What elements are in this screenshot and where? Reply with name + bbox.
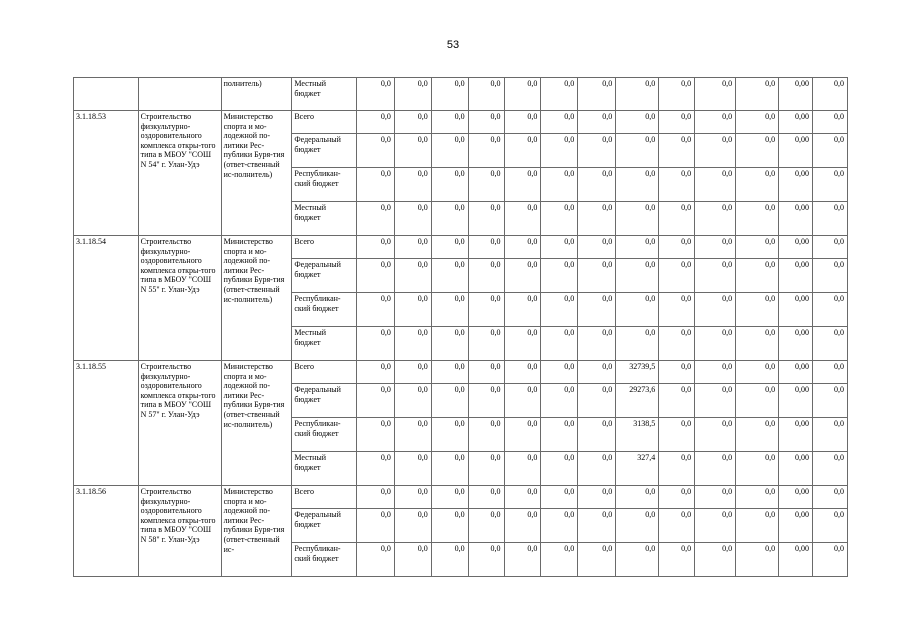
value-cell: 0,0 <box>736 543 779 577</box>
funding-source: Республикан-ский бюджет <box>292 293 357 327</box>
value-cell: 0,0 <box>431 168 468 202</box>
funding-source: Местный бюджет <box>292 327 357 361</box>
value-cell: 0,0 <box>616 259 659 293</box>
row-name: Строительство физкультурно-оздоровительного комплекса откры-того типа в МБОУ "СОШ N 57" г. Улан-Удэ <box>138 361 221 486</box>
value-cell: 0,0 <box>356 361 394 384</box>
value-cell: 0,00 <box>779 259 813 293</box>
funding-source: Республикан-ский бюджет <box>292 543 357 577</box>
value-cell: 0,0 <box>431 361 468 384</box>
value-cell: 0,0 <box>616 293 659 327</box>
value-cell: 0,0 <box>736 168 779 202</box>
value-cell: 0,0 <box>394 361 431 384</box>
funding-source: Всего <box>292 361 357 384</box>
value-cell: 0,0 <box>736 78 779 111</box>
value-cell: 0,0 <box>468 293 504 327</box>
value-cell: 0,0 <box>736 418 779 452</box>
value-cell: 0,0 <box>813 111 848 134</box>
value-cell: 0,0 <box>541 111 578 134</box>
row-executor: Министерство спорта и мо-лодежной по-литики Рес-публики Буря-тия (ответ-ственный ис-полнитель) <box>221 236 292 361</box>
value-cell: 0,0 <box>616 543 659 577</box>
value-cell: 0,0 <box>813 236 848 259</box>
value-cell: 0,0 <box>468 418 504 452</box>
row-name <box>138 78 221 111</box>
value-cell: 0,0 <box>659 168 695 202</box>
value-cell: 0,0 <box>659 452 695 486</box>
value-cell: 0,0 <box>616 327 659 361</box>
funding-source: Федеральный бюджет <box>292 384 357 418</box>
value-cell: 0,0 <box>541 418 578 452</box>
value-cell: 0,0 <box>468 361 504 384</box>
value-cell: 0,0 <box>504 134 541 168</box>
value-cell: 0,0 <box>736 361 779 384</box>
value-cell: 0,0 <box>356 384 394 418</box>
value-cell: 0,0 <box>578 236 616 259</box>
value-cell: 0,0 <box>541 134 578 168</box>
value-cell: 0,0 <box>431 293 468 327</box>
value-cell: 0,00 <box>779 509 813 543</box>
value-cell: 0,0 <box>736 327 779 361</box>
value-cell: 0,0 <box>578 543 616 577</box>
value-cell: 0,0 <box>468 259 504 293</box>
value-cell: 0,0 <box>394 168 431 202</box>
value-cell: 0,0 <box>695 78 736 111</box>
value-cell: 0,0 <box>541 452 578 486</box>
funding-source: Всего <box>292 486 357 509</box>
value-cell: 0,0 <box>394 327 431 361</box>
value-cell: 0,0 <box>616 168 659 202</box>
value-cell: 0,0 <box>504 509 541 543</box>
value-cell: 0,0 <box>468 384 504 418</box>
value-cell: 0,0 <box>504 168 541 202</box>
value-cell: 0,0 <box>578 111 616 134</box>
value-cell: 0,0 <box>541 361 578 384</box>
value-cell: 0,0 <box>431 543 468 577</box>
value-cell: 0,0 <box>356 202 394 236</box>
row-code: 3.1.18.56 <box>74 486 139 577</box>
value-cell: 0,0 <box>616 202 659 236</box>
value-cell: 0,0 <box>578 509 616 543</box>
value-cell: 0,0 <box>813 418 848 452</box>
table-row <box>74 361 848 384</box>
value-cell: 0,0 <box>504 361 541 384</box>
value-cell: 0,0 <box>659 418 695 452</box>
value-cell: 0,00 <box>779 384 813 418</box>
value-cell: 0,0 <box>394 202 431 236</box>
value-cell: 0,0 <box>468 168 504 202</box>
value-cell: 0,0 <box>736 452 779 486</box>
value-cell: 0,00 <box>779 361 813 384</box>
value-cell: 0,0 <box>394 452 431 486</box>
value-cell: 0,0 <box>468 486 504 509</box>
row-name: Строительство физкультурно-оздоровительного комплекса откры-того типа в МБОУ "СОШ N 58" г. Улан-Удэ <box>138 486 221 577</box>
value-cell: 0,0 <box>431 134 468 168</box>
value-cell: 0,0 <box>431 509 468 543</box>
value-cell: 0,0 <box>616 111 659 134</box>
value-cell: 0,0 <box>695 486 736 509</box>
value-cell: 0,0 <box>813 202 848 236</box>
value-cell: 0,0 <box>356 134 394 168</box>
value-cell: 0,0 <box>504 111 541 134</box>
value-cell: 0,0 <box>578 361 616 384</box>
value-cell: 0,0 <box>431 202 468 236</box>
value-cell: 0,0 <box>736 509 779 543</box>
value-cell: 0,00 <box>779 452 813 486</box>
value-cell: 0,0 <box>394 236 431 259</box>
value-cell: 0,0 <box>813 486 848 509</box>
value-cell: 0,0 <box>659 78 695 111</box>
value-cell: 0,0 <box>541 509 578 543</box>
value-cell: 0,0 <box>356 543 394 577</box>
value-cell: 0,0 <box>504 293 541 327</box>
value-cell: 0,0 <box>695 509 736 543</box>
value-cell: 0,0 <box>394 259 431 293</box>
value-cell: 0,0 <box>468 236 504 259</box>
value-cell: 0,0 <box>468 327 504 361</box>
value-cell: 0,00 <box>779 418 813 452</box>
value-cell: 0,0 <box>356 168 394 202</box>
value-cell: 0,0 <box>659 361 695 384</box>
value-cell: 0,0 <box>468 452 504 486</box>
value-cell: 0,0 <box>504 486 541 509</box>
value-cell: 0,00 <box>779 486 813 509</box>
value-cell: 0,0 <box>813 293 848 327</box>
value-cell: 0,0 <box>541 486 578 509</box>
value-cell: 0,0 <box>541 202 578 236</box>
value-cell: 0,0 <box>695 452 736 486</box>
value-cell: 0,0 <box>616 236 659 259</box>
value-cell: 0,00 <box>779 134 813 168</box>
value-cell: 0,0 <box>659 134 695 168</box>
value-cell: 3138,5 <box>616 418 659 452</box>
value-cell: 0,0 <box>394 509 431 543</box>
value-cell: 0,0 <box>659 202 695 236</box>
budget-table-body <box>74 78 848 577</box>
value-cell: 0,0 <box>394 78 431 111</box>
value-cell: 0,0 <box>504 452 541 486</box>
value-cell: 0,0 <box>504 78 541 111</box>
value-cell: 0,0 <box>736 486 779 509</box>
value-cell: 0,0 <box>431 78 468 111</box>
value-cell: 0,0 <box>736 293 779 327</box>
value-cell: 0,0 <box>695 202 736 236</box>
value-cell: 0,0 <box>736 202 779 236</box>
value-cell: 0,0 <box>578 486 616 509</box>
value-cell: 0,0 <box>616 134 659 168</box>
value-cell: 327,4 <box>616 452 659 486</box>
value-cell: 0,00 <box>779 111 813 134</box>
value-cell: 0,0 <box>813 452 848 486</box>
value-cell: 0,0 <box>813 384 848 418</box>
value-cell: 0,0 <box>578 452 616 486</box>
value-cell: 0,0 <box>659 486 695 509</box>
value-cell: 0,0 <box>431 452 468 486</box>
value-cell: 0,0 <box>356 509 394 543</box>
row-executor: Министерство спорта и мо-лодежной по-литики Рес-публики Буря-тия (ответ-ственный ис-полнитель) <box>221 361 292 486</box>
table-row <box>74 78 848 111</box>
value-cell: 0,0 <box>504 259 541 293</box>
value-cell: 0,0 <box>504 543 541 577</box>
value-cell: 0,0 <box>813 327 848 361</box>
row-executor: Министерство спорта и мо-лодежной по-литики Рес-публики Буря-тия (ответ-ственный ис-полнитель) <box>221 111 292 236</box>
value-cell: 0,0 <box>578 293 616 327</box>
value-cell: 0,0 <box>736 111 779 134</box>
row-code: 3.1.18.54 <box>74 236 139 361</box>
value-cell: 0,0 <box>468 111 504 134</box>
value-cell: 0,0 <box>616 509 659 543</box>
value-cell: 0,0 <box>394 134 431 168</box>
funding-source: Республикан-ский бюджет <box>292 168 357 202</box>
value-cell: 0,0 <box>578 168 616 202</box>
funding-source: Всего <box>292 236 357 259</box>
value-cell: 0,0 <box>394 293 431 327</box>
value-cell: 0,0 <box>578 78 616 111</box>
table-row <box>74 486 848 509</box>
funding-source: Федеральный бюджет <box>292 259 357 293</box>
value-cell: 0,0 <box>813 168 848 202</box>
value-cell: 0,00 <box>779 78 813 111</box>
budget-table <box>73 77 848 577</box>
value-cell: 0,0 <box>356 111 394 134</box>
value-cell: 0,0 <box>578 418 616 452</box>
value-cell: 0,0 <box>659 259 695 293</box>
value-cell: 0,0 <box>356 486 394 509</box>
value-cell: 0,0 <box>431 327 468 361</box>
value-cell: 0,0 <box>736 134 779 168</box>
value-cell: 0,0 <box>504 327 541 361</box>
value-cell: 0,0 <box>394 384 431 418</box>
row-code: 3.1.18.55 <box>74 361 139 486</box>
value-cell: 0,0 <box>394 543 431 577</box>
value-cell: 0,0 <box>695 111 736 134</box>
value-cell: 0,0 <box>431 259 468 293</box>
value-cell: 0,0 <box>695 543 736 577</box>
value-cell: 0,0 <box>356 452 394 486</box>
value-cell: 0,0 <box>431 418 468 452</box>
value-cell: 0,0 <box>813 134 848 168</box>
value-cell: 0,0 <box>356 236 394 259</box>
value-cell: 0,0 <box>356 327 394 361</box>
value-cell: 0,0 <box>504 384 541 418</box>
value-cell: 0,0 <box>541 236 578 259</box>
value-cell: 0,0 <box>736 259 779 293</box>
row-name: Строительство физкультурно-оздоровительного комплекса откры-того типа в МБОУ "СОШ N 54" г. Улан-Удэ <box>138 111 221 236</box>
value-cell: 0,0 <box>504 236 541 259</box>
value-cell: 0,0 <box>431 486 468 509</box>
value-cell: 0,00 <box>779 293 813 327</box>
value-cell: 0,0 <box>695 259 736 293</box>
value-cell: 32739,5 <box>616 361 659 384</box>
value-cell: 0,00 <box>779 327 813 361</box>
value-cell: 0,0 <box>659 509 695 543</box>
value-cell: 0,0 <box>431 384 468 418</box>
funding-source: Федеральный бюджет <box>292 509 357 543</box>
value-cell: 0,0 <box>541 293 578 327</box>
value-cell: 0,0 <box>695 418 736 452</box>
value-cell: 0,0 <box>695 236 736 259</box>
value-cell: 0,0 <box>356 293 394 327</box>
value-cell: 0,0 <box>659 236 695 259</box>
value-cell: 0,0 <box>659 384 695 418</box>
value-cell: 0,0 <box>659 293 695 327</box>
value-cell: 0,0 <box>468 134 504 168</box>
value-cell: 0,0 <box>813 259 848 293</box>
value-cell: 0,0 <box>659 327 695 361</box>
value-cell: 0,0 <box>736 236 779 259</box>
value-cell: 0,0 <box>356 78 394 111</box>
funding-source: Местный бюджет <box>292 202 357 236</box>
value-cell: 0,0 <box>468 509 504 543</box>
value-cell: 0,0 <box>578 202 616 236</box>
funding-source: Федеральный бюджет <box>292 134 357 168</box>
value-cell: 0,0 <box>468 543 504 577</box>
value-cell: 0,0 <box>356 259 394 293</box>
value-cell: 29273,6 <box>616 384 659 418</box>
value-cell: 0,0 <box>695 384 736 418</box>
value-cell: 0,0 <box>813 543 848 577</box>
value-cell: 0,0 <box>695 327 736 361</box>
value-cell: 0,0 <box>578 134 616 168</box>
value-cell: 0,00 <box>779 236 813 259</box>
value-cell: 0,0 <box>394 486 431 509</box>
value-cell: 0,0 <box>541 168 578 202</box>
row-name: Строительство физкультурно-оздоровительного комплекса откры-того типа в МБОУ "СОШ N 55" г. Улан-Удэ <box>138 236 221 361</box>
value-cell: 0,0 <box>813 361 848 384</box>
funding-source: Местный бюджет <box>292 452 357 486</box>
value-cell: 0,0 <box>541 327 578 361</box>
value-cell: 0,0 <box>695 293 736 327</box>
value-cell: 0,0 <box>578 384 616 418</box>
funding-source: Местный бюджет <box>292 78 357 111</box>
value-cell: 0,0 <box>736 384 779 418</box>
value-cell: 0,0 <box>541 543 578 577</box>
value-cell: 0,0 <box>616 78 659 111</box>
value-cell: 0,0 <box>695 168 736 202</box>
value-cell: 0,0 <box>504 418 541 452</box>
value-cell: 0,0 <box>541 259 578 293</box>
value-cell: 0,0 <box>541 78 578 111</box>
value-cell: 0,00 <box>779 543 813 577</box>
value-cell: 0,0 <box>695 134 736 168</box>
value-cell: 0,0 <box>468 78 504 111</box>
page-number: 53 <box>446 39 460 51</box>
value-cell: 0,0 <box>394 111 431 134</box>
value-cell: 0,0 <box>659 543 695 577</box>
table-row <box>74 111 848 134</box>
value-cell: 0,0 <box>695 361 736 384</box>
value-cell: 0,00 <box>779 168 813 202</box>
value-cell: 0,0 <box>431 236 468 259</box>
value-cell: 0,0 <box>578 259 616 293</box>
row-executor: полнитель) <box>221 78 292 111</box>
value-cell: 0,0 <box>659 111 695 134</box>
row-code: 3.1.18.53 <box>74 111 139 236</box>
value-cell: 0,0 <box>578 327 616 361</box>
value-cell: 0,0 <box>394 418 431 452</box>
row-code <box>74 78 139 111</box>
value-cell: 0,0 <box>813 509 848 543</box>
value-cell: 0,0 <box>431 111 468 134</box>
value-cell: 0,0 <box>504 202 541 236</box>
value-cell: 0,0 <box>541 384 578 418</box>
table-row <box>74 236 848 259</box>
funding-source: Республикан-ский бюджет <box>292 418 357 452</box>
value-cell: 0,0 <box>356 418 394 452</box>
value-cell: 0,0 <box>616 486 659 509</box>
value-cell: 0,0 <box>468 202 504 236</box>
value-cell: 0,00 <box>779 202 813 236</box>
value-cell: 0,0 <box>813 78 848 111</box>
row-executor: Министерство спорта и мо-лодежной по-литики Рес-публики Буря-тия (ответ-ственный ис- <box>221 486 292 577</box>
funding-source: Всего <box>292 111 357 134</box>
